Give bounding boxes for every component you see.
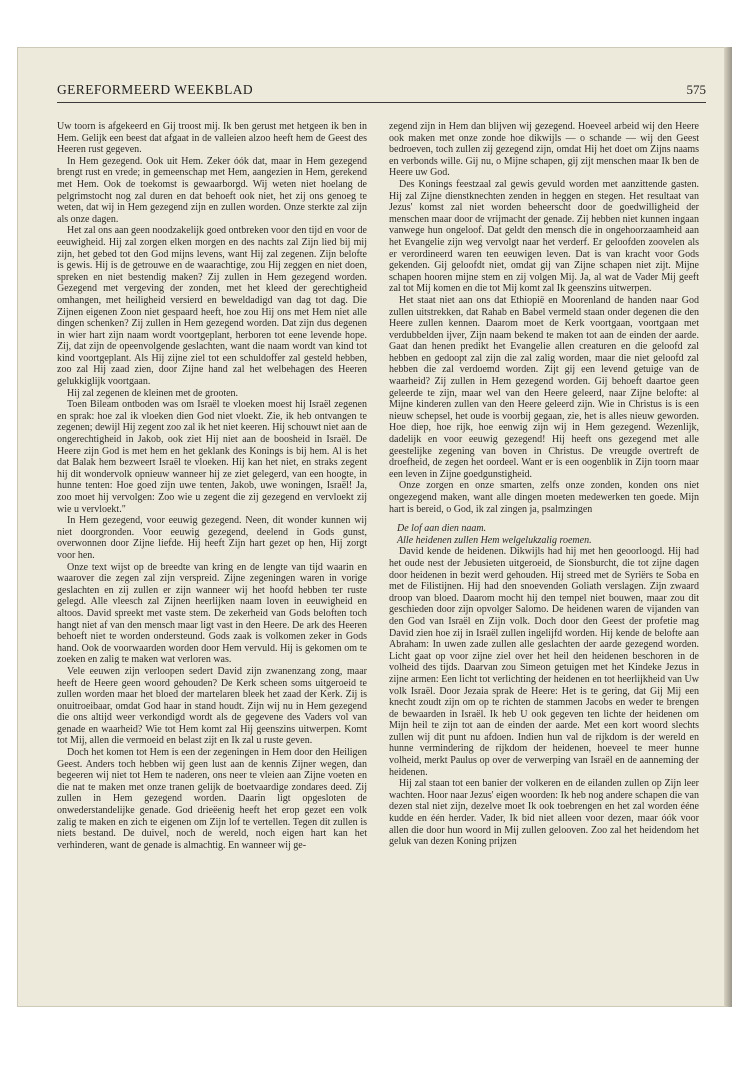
right-column — [389, 121, 699, 848]
right-column-paragraph: zegend zijn in Hem dan blijven wij gezegend. Hoeveel arbeid wij den Heere ook maken met onze zonde hoe dikwijls — o schande — wij den Geest bedroeven, toch zullen zij gezegend zijn, omdat Hij het doet om Zijns naams en verbonds wille. Gij nu, o Mijne schapen, gij zijt menschen maar Ik ben de Heere uw God. — [389, 121, 699, 179]
left-column-paragraph: In Hem gezegend. Ook uit Hem. Zeker óók dat, maar in Hem gezegend brengt rust en vrede; in gemeenschap met Hem, aangezien in Hem, gerekend met Hem. Ook de toekomst is gewaarborgd. Wij weten niet hoelang de pelgrimstocht nog zal duren en dat behoeft ook niet, het zij ons genoeg te weten, dat wij in Hem gezegend zijn en zullen worden. Onze sterkte zal zijn als onze dagen. — [57, 155, 367, 225]
left-column-paragraph: Hij zal zegenen de kleinen met de grooten. — [67, 387, 239, 399]
page-number: 575 — [686, 82, 706, 97]
left-column-paragraph: Het zal ons aan geen noodzakelijk goed ontbreken voor den tijd en voor de eeuwigheid. Hij zal zorgen elken morgen en des nachts zal Zijn lied bij mij zijn, het gebed tot den God mijns levens, want Hij zal zegenen. Zijn belofte is gewis. Hij is de getrouwe en de waarachtige, zou Hij zeggen en niet doen, spreken en niet bestendig maken? Zij zullen in Hem gezegend worden. Gezegend met vergeving der zonden, met het kleed der gerechtigheid omhangen, met heiligheid versierd en beweldadigd van dag tot dag. Die Zijnen eigenen Zoon niet gespaard heeft, hoe zou Hij ons met Hem niet alle dingen schenken? Zij zullen in Hem gezegend worden. Dat zijn dus degenen in wier hart zijn naam wordt voortgeplant, herboren tot eene levende hope. Zij, dat zijn de opeenvolgende geslachten, want die naam wordt van kind tot kind voortgeplant. Als Hij zijne ziel tot een schuldoffer zal gesteld hebben, zoo zal Hij zaad zien, door Zijne hand zal het welbehagen des Heeren gelukkiglijk voortgaan. — [57, 225, 367, 388]
left-column — [57, 121, 367, 851]
magazine-page — [17, 47, 732, 1007]
right-column-paragraph: Des Konings feestzaal zal gewis gevuld worden met aanzittende gasten. Hij zal Zijne dienstknechten zenden in heggen en stegen. Het resultaat van Jezus' komst zal niet worden beheerscht door de goedwilligheid der menschen maar door de vrijmacht der genade. Zij hebben niet kunnen ingaan vanwege hun ongeloof. Dat geldt den mensch die in ongehoorzaamheid aan het Evangelie zijn weg vervolgt naar het verderf. Er geloofden zoovelen als er verordineerd waren ten eeuwigen leven. Dat is van kracht voor Gods gekenden. Gij geloofdt niet, omdat gij van Zijne schapen niet zijt. Mijne schapen hooren mijne stem en zij volgen Mij. Ja, al wat de Vader Mij geeft zal tot Mij komen en die tot Mij komt zal Ik geenszins uitwerpen. — [389, 178, 699, 295]
running-header — [57, 80, 706, 103]
left-column-paragraph: In Hem gezegend, voor eeuwig gezegend. Neen, dit wonder kunnen wij niet doorgronden. Voor eeuwig gezegend, deelend in Gods gunst, overwonnen door Zijne liefde. Hij heeft Zijn hart gezet op hen, Hij zorgt voor hen. — [57, 515, 367, 561]
right-column-paragraph: Alle heidenen zullen Hem welgelukzalig roemen. — [397, 534, 592, 546]
page-binding-shadow — [724, 47, 732, 1007]
left-column-paragraph: Onze text wijst op de breedte van kring en de lengte van tijd waarin en waarover die zegen zal zijn verspreid. Zijne zegeningen waren in vorige geslachten en zij zullen er zijn wanneer wij het hoofd hebben ter ruste gelegd. Alle vleesch zal Zijnen heerlijken naam loven in eeuwigheid en altoos. David spreekt met vaste stem. De zekerheid van Gods beloften toch hangt niet af van den mensch maar ligt vast in den Heere. De ark des Heeren behoeft niet te worden ondersteund. Gods zaak is volkomen zeker in Gods hand. Ook de voorwaarden worden door Hem vervuld. Hij is gekomen om te zoeken en zalig te maken wat verloren was. — [57, 561, 367, 666]
right-column-paragraph: De lof aan dien naam. — [397, 523, 487, 535]
header-title: GEREFORMEERD WEEKBLAD — [57, 82, 254, 97]
left-column-paragraph: Doch het komen tot Hem is een der zegeningen in Hem door den Heiligen Geest. Anders toch hebben wij geen lust aan de kennis Zijner wegen, dan begeeren wij niet tot Hem te naderen, ons neer te vleien aan Zijne voeten en die nat te maken met onze tranen gelijk de boetvaardige zondares deed. Zij zullen in Hem gezegend worden. Daarin ligt opgesloten de onwederstandelijke genade. God drieëenig heeft het erop gezet een volk zalig te maken en zich te eigenen om Zijn lof te vertellen. Tegen dit zullen is niets bestand. De duivel, noch de wereld, noch eigen hart kan het verhinderen, want de genade is almachtig. En wanneer wij ge- — [57, 747, 367, 851]
right-column-paragraph: David kende de heidenen. Dikwijls had hij met hen geoorloogd. Hij had het oude nest der Jebusieten uitgeroeid, de Sionsburcht, die tot zijne dagen door heidenen in bezit werd gehouden. Hij streed met de Syriërs te Soba en met de Filistijnen. Hij had den snoevenden Goliath verslagen. Zijn zwaard droop van bloed. Daarom mocht hij den tempel niet bouwen, maar zou dit geschieden door zijn opvolger Salomo. De heidenen waren de vijanden van den God van Israël en Zijn volk. Doch door den Geest der profetie mag David zien hoe zij in Israël zullen ingelijfd worden. Hij kende de belofte aan Abraham: In uwen zade zullen alle geslachten der aarde gezegend worden. Licht gaat op voor zijne ziel over het heil den heidenen beschoren in de volheid des tijds. Daarvan zou Simeon getuigen met het Kindeke Jezus in zijne armen: Een licht tot verlichting der heidenen en tot heerlijkheid van Uw volk Israël. Door Jezaia sprak de Heere: Het is te gering, dat Gij Mij een knecht zoudt zijn om op te richten de stammen Jacobs en weder te brengen de bewaarden in Israël. Ik heb U ook gegeven ten lichte der heidenen om Mijn heil te zijn tot aan de einden der aarde. Met een kort woord slechts zullen wij dit punt nu afdoen. Indien hun val de rijkdom is der wereld en hunne vermindering de rijkdom der heidenen, hoeveel te meer hunne volheid, merkt Paulus op over de verwerping van Israël en de aanneming der heidenen. — [389, 546, 699, 778]
left-column-paragraph: Uw toorn is afgekeerd en Gij troost mij. Ik ben gerust met hetgeen ik ben in Hem. Gelijk een beest dat afgaat in de valleien alzoo heeft hem de Geest des Heeren rust gegeven. — [57, 121, 367, 156]
right-column-paragraph: Hij zal staan tot een banier der volkeren en de eilanden zullen op Zijn leer wachten. Hoor naar Jezus' eigen woorden: Ik heb nog andere schapen die van dezen stal niet zijn, dezelve moet Ik ook toebrengen en het zal worden ééne kudde en één herder. Vader, Ik bid niet alleen voor dezen, maar óók voor allen die door hun woord in Mij zullen gelooven. Zoo zal het heidendom het geluk van dezen Koning prijzen — [389, 778, 699, 848]
right-column-paragraph: Onze zorgen en onze smarten, zelfs onze zonden, konden ons niet ongezegend maken, want alle dingen moeten medewerken ten goede. Mijn hart is bereid, o God, ik zal zingen ja, psalmzingen — [389, 480, 699, 515]
left-column-paragraph: Vele eeuwen zijn verloopen sedert David zijn zwanenzang zong, maar heeft de Heere geen woord gehouden? De Kerk scheen soms uitgeroeid te zullen worden maar het bloed der martelaren bleek het zaad der Kerk. Zij is onuitroeibaar, omdat God haar in stand houdt. Zijn wij nu in Hem gezegend die ons altijd weer verkondigd wordt als de gegevene des Vaders vol van genade en waarheid? Wie tot Hem komt zal Hij geenszins uitwerpen. Komt tot Mij, allen die vermoeid en belast zijt en Ik zal u ruste geven. — [57, 665, 367, 747]
left-column-paragraph: Toen Bileam ontboden was om Israël te vloeken moest hij Israël zegenen en sprak: hoe zal ik vloeken dien God niet vloekt. Zie, ik heb ontvangen te zegenen; dewijl Hij zegent zoo zal ik het niet keeren. Hij schouwt niet aan de ongerechtigheid in Jakob, ook ziet Hij niet aan de boosheid in Israël. De Heere zijn God is met hem en het geklank des Konings is bij hem. Al is het dat Balak hem bezweert Israël te vloeken. Hij kan het niet, en straks zegent hij dit wondervolk opnieuw wanneer hij ze ziet gelegerd, van een hoogte, in hunne tenten: Hoe goed zijn uwe tenten, Jakob, uwe woningen, Israël! Ja, zoo moet hij vervolgen: Zoo wie u zegent die zij gezegend en vervloekt zij wie u vervloekt." — [57, 399, 367, 515]
right-column-paragraph: Het staat niet aan ons dat Ethiopië en Moorenland de handen naar God zullen uitstrekken, dat Rahab en Babel vermeld staan onder degenen die den Heere zullen kennen. Daarom moet de Kerk voortgaan, voortgaan met verdubbelden ijver, Zijn naam bekend te maken tot aan de einden der aarde. Gaat dan henen predikt het Evangelie allen creaturen en die geloofd zal hebben en gedoopt zal zijn die zal zalig worden, maar die niet geloofd zal hebben die zal verdoemd worden. Zijt gij een levend getuige van de waarheid? Zij zullen in Hem gezegend worden. Gij behoeft daartoe geen geleerde te zijn, maar wel van den Heere geleerd, naar Zijne belofte: al Mijne kinderen zullen van den Heere geleerd zijn. Wie in Christus is is een nieuw schepsel, het oude is voorbij gegaan, zie, het is alles nieuw geworden. Hoe diep, hoe rijk, hoe eenwig zijn wij in Hem gezegend. Wezenlijk, dadelijk en voor eeuwig gezegend! Hij heeft ons gezegend met alle geestelijke zegening van boven in Christus. De vreugde overtreft de droefheid, de zegen het oordeel. Want er is een oogenblik in Zijn toorn maar een leven in Zijne goedgunstigheid. — [389, 294, 699, 480]
